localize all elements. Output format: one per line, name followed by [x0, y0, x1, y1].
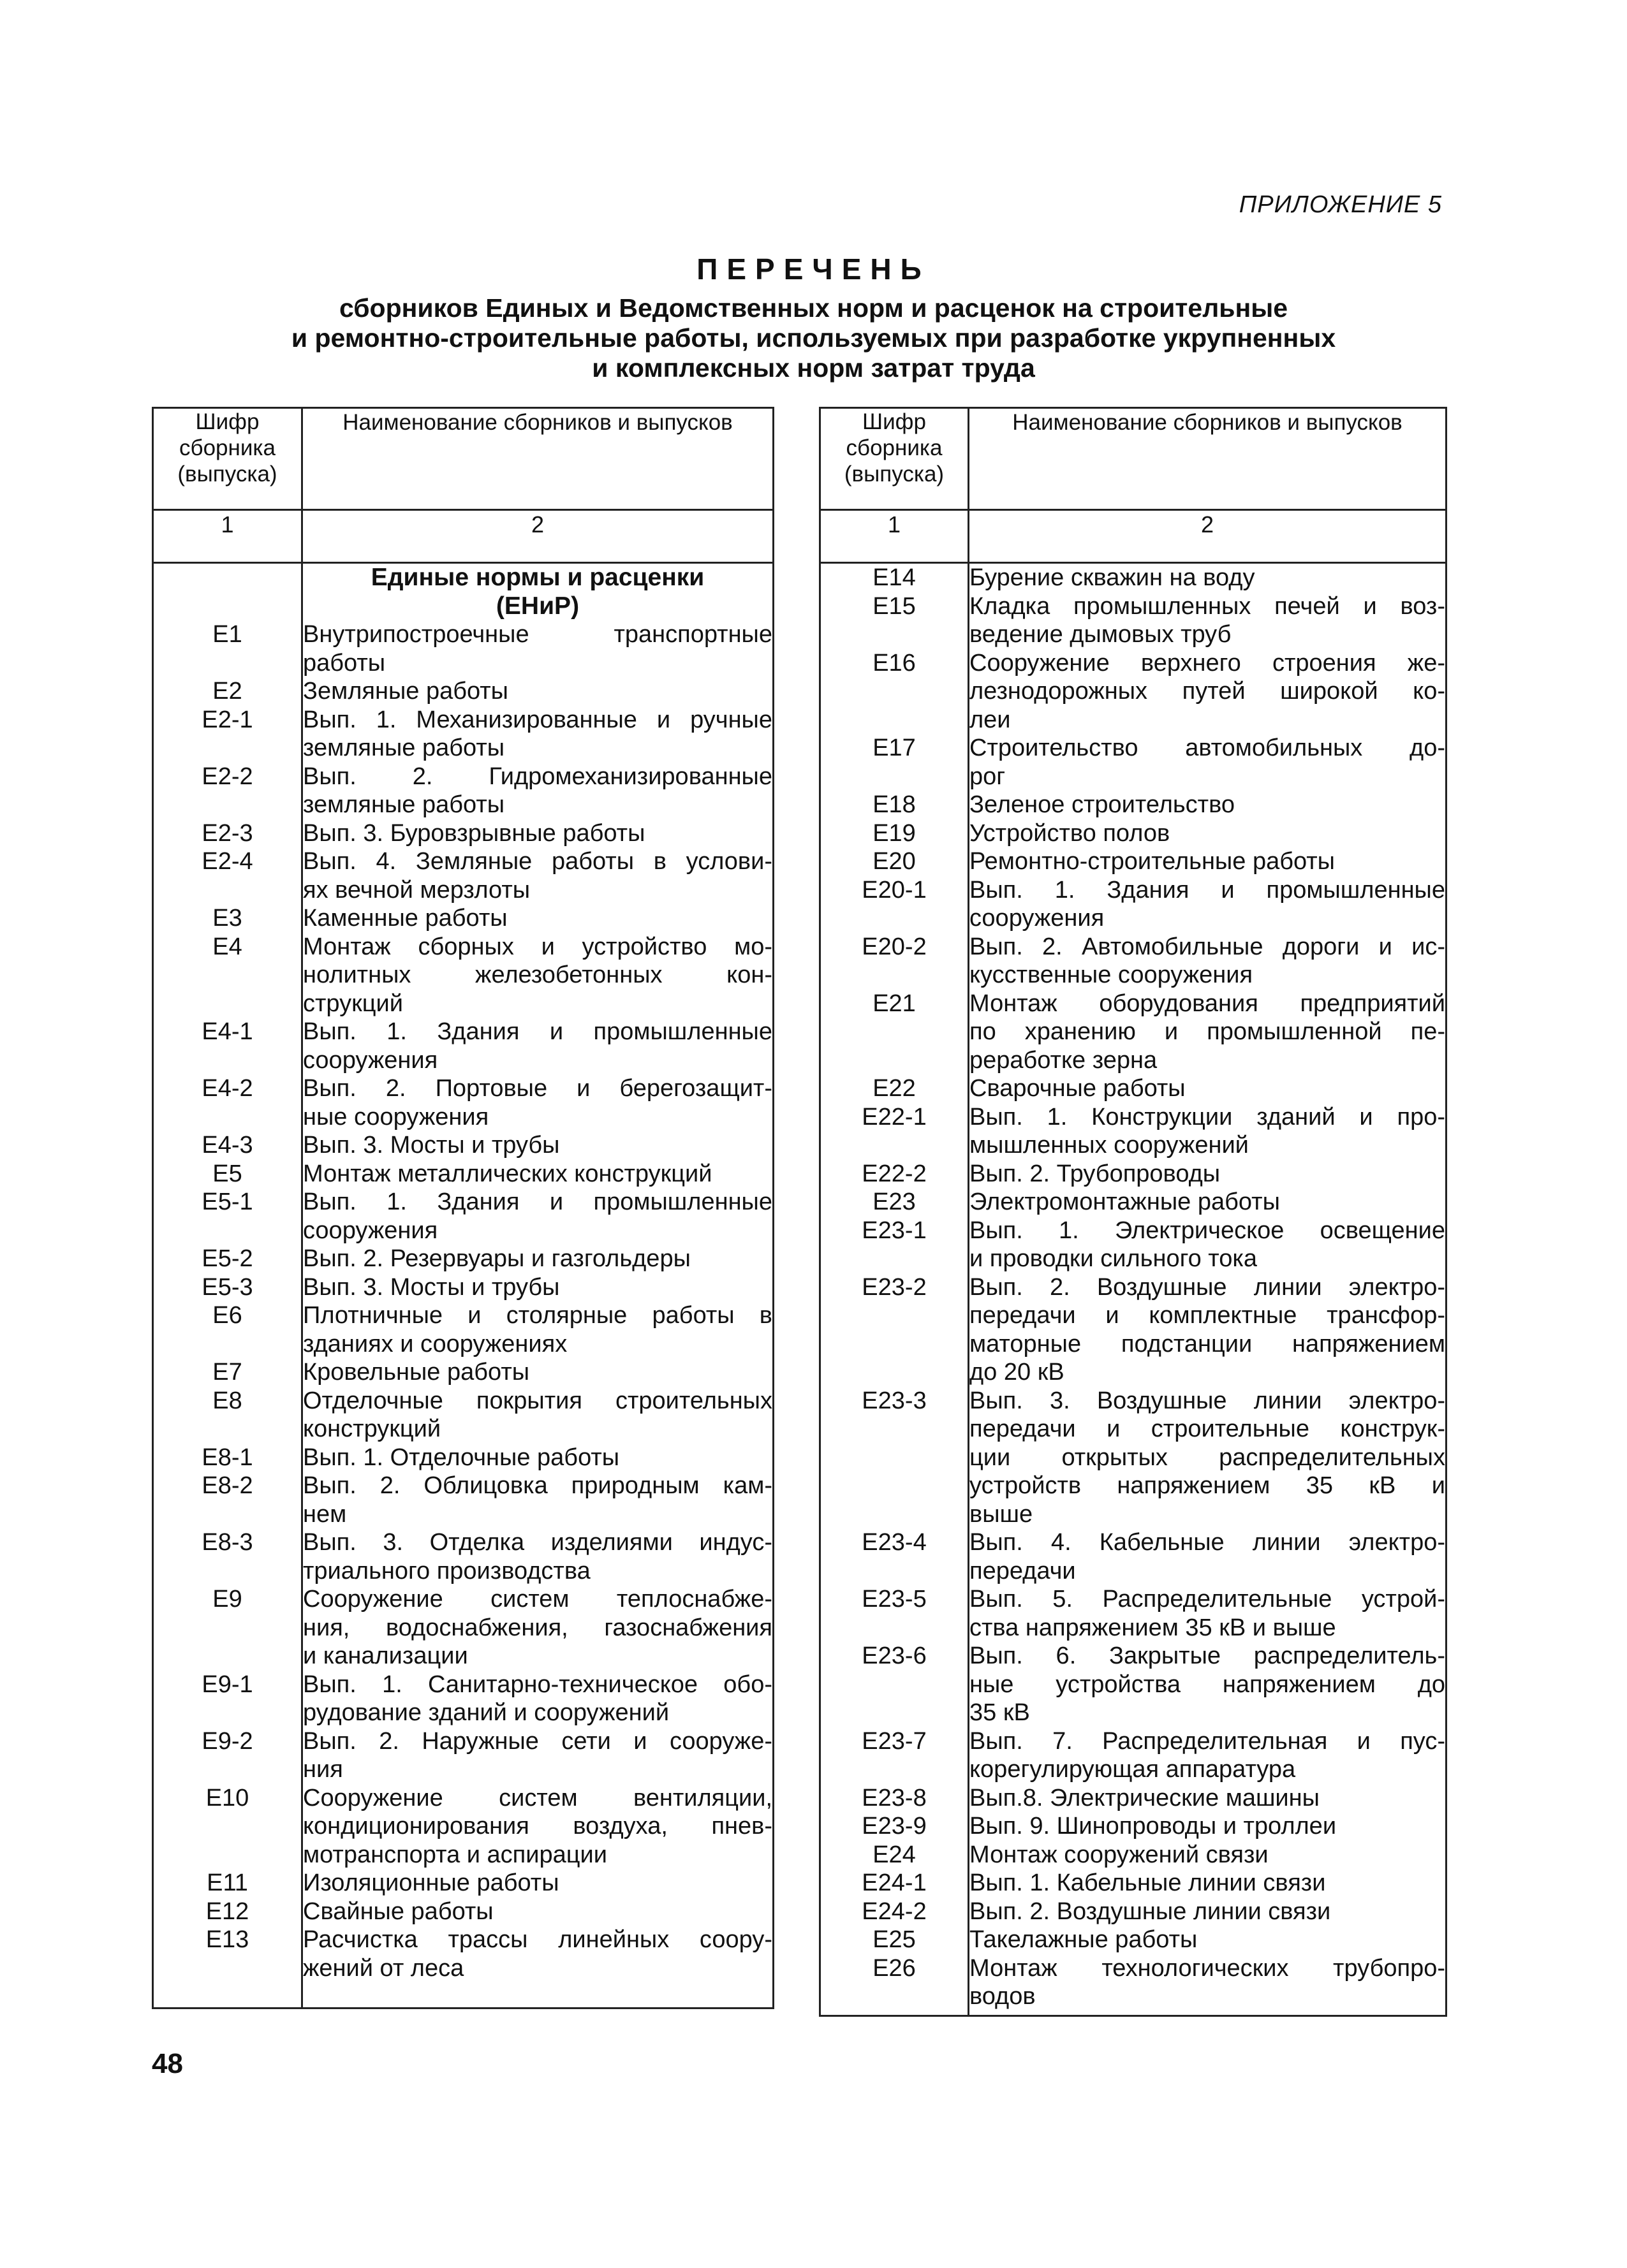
code-line: E24-2 — [862, 1898, 927, 1925]
code-line — [821, 1472, 968, 1500]
code-line: E22-1 — [862, 1103, 927, 1130]
header-code-cell — [820, 408, 969, 510]
name-line: Монтаж металлических конструкций — [303, 1160, 712, 1187]
code-line: E23-1 — [862, 1217, 927, 1244]
name-line: Монтаж технологических трубопро- — [969, 1954, 1445, 1982]
code-line: E6 — [212, 1302, 242, 1329]
name-line: Вып. 2. Портовые и берегозащит- — [303, 1075, 772, 1102]
name-line: жений от леса — [303, 1954, 464, 1982]
code-line: E5-1 — [202, 1189, 253, 1215]
name-line: сооружения — [969, 905, 1105, 932]
code-line: E12 — [205, 1898, 249, 1925]
table-body-row — [820, 563, 1447, 2016]
code-line — [154, 1841, 301, 1869]
name-line: передачи и строительные конструк- — [969, 1416, 1445, 1442]
code-line — [154, 1954, 301, 1983]
name-line: ния, водоснабжения, газоснабжения — [303, 1614, 772, 1641]
name-line: сооружения — [303, 1217, 438, 1244]
name-line: Изоляционные работы — [303, 1869, 559, 1896]
name-line: Устройство полов — [969, 819, 1170, 847]
name-line: маторные подстанции напряжением — [969, 1330, 1445, 1357]
code-line — [154, 1755, 301, 1784]
column-number-row — [820, 510, 1447, 563]
name-line: Монтаж оборудования предприятий — [969, 990, 1445, 1017]
code-line: E4-2 — [202, 1075, 253, 1102]
code-line: E2-2 — [202, 763, 253, 790]
name-line: Вып. 2. Гидромеханизированные — [303, 763, 772, 790]
code-line — [154, 961, 301, 990]
code-line — [821, 677, 968, 706]
header-code-line: Шифр — [195, 409, 260, 434]
name-line: Плотничные и столярные работы в — [303, 1302, 772, 1329]
name-line: сооружения — [303, 1046, 438, 1074]
code-line: E23 — [872, 1189, 916, 1215]
code-line: E13 — [205, 1926, 249, 1953]
code-line — [154, 1614, 301, 1642]
code-line: E10 — [205, 1784, 249, 1811]
name-line: ях вечной мерзлоты — [303, 876, 531, 904]
name-line: и канализации — [303, 1642, 468, 1669]
code-line: E4-3 — [202, 1132, 253, 1159]
code-line: E15 — [872, 592, 916, 620]
name-line: Кладка промышленных печей и воз- — [969, 592, 1445, 620]
header-code-line: сборника — [846, 435, 943, 460]
code-line: E2-1 — [202, 706, 253, 733]
code-line: E23-3 — [862, 1387, 927, 1414]
code-line: E26 — [872, 1954, 916, 1982]
name-line: ции открытых распределительных — [969, 1444, 1445, 1471]
name-line: выше — [969, 1500, 1033, 1528]
name-line: нолитных железобетонных кон- — [303, 962, 772, 988]
table-header-row — [153, 408, 774, 510]
code-line: E24-1 — [862, 1869, 927, 1896]
code-line: E18 — [872, 791, 916, 818]
code-line — [821, 1018, 968, 1046]
code-line — [821, 1245, 968, 1273]
name-line: Вып. 6. Закрытые распределитель- — [969, 1642, 1445, 1669]
name-line: струкций — [303, 990, 403, 1017]
code-line — [821, 1557, 968, 1586]
code-line: E24 — [872, 1841, 916, 1868]
name-column — [302, 563, 774, 2008]
name-line: Вып. 7. Распределительная и пус- — [969, 1727, 1445, 1755]
name-line: Вып. 1. Здания и промышленные — [303, 1018, 772, 1045]
name-line: передачи и комплектные трансфор- — [969, 1302, 1445, 1329]
code-line — [154, 592, 301, 621]
subtitle-line: и ремонтно-строительные работы, используемых при разработке укрупненных — [291, 323, 1336, 353]
name-line: до 20 кВ — [969, 1359, 1064, 1386]
name-line: Вып. 3. Мосты и трубы — [303, 1132, 560, 1159]
code-line — [821, 1330, 968, 1359]
code-line — [821, 1301, 968, 1330]
column-number-2: 2 — [302, 510, 774, 563]
name-line: Свайные работы — [303, 1898, 494, 1925]
code-line: E2-4 — [202, 848, 253, 875]
code-line: E25 — [872, 1926, 916, 1953]
name-line: зданиях и сооружениях — [303, 1330, 568, 1357]
code-line — [154, 1217, 301, 1245]
code-column — [820, 563, 969, 2016]
name-line: Внутрипостроечные транспортные — [303, 621, 772, 648]
name-line: Каменные работы — [303, 905, 508, 932]
code-line: E8-1 — [202, 1444, 253, 1471]
name-line: Вып. 2. Резервуары и газгольдеры — [303, 1245, 691, 1272]
section-heading-line: (ЕНиР) — [496, 592, 580, 620]
section-heading-line: Единые нормы и расценки — [371, 564, 705, 591]
name-line: Вып. 1. Здания и промышленные — [969, 876, 1445, 904]
name-line: земляные работы — [303, 735, 505, 761]
header-code-cell — [153, 408, 302, 510]
name-line: Вып. 1. Кабельные линии связи — [969, 1869, 1326, 1896]
subtitle-line: сборников Единых и Ведомственных норм и расценок на строительные — [339, 293, 1288, 323]
name-line: Вып. 2. Воздушные линии связи — [969, 1898, 1331, 1925]
appendix-label: ПРИЛОЖЕНИЕ 5 — [1239, 191, 1442, 218]
name-line: Строительство автомобильных до- — [969, 735, 1445, 761]
code-line — [821, 1982, 968, 2011]
name-line: лезнодорожных путей широкой ко- — [969, 678, 1445, 705]
name-line: Отделочные покрытия строительных — [303, 1387, 772, 1414]
code-line — [154, 564, 301, 592]
name-line: Вып. 2. Воздушные линии электро- — [969, 1273, 1445, 1301]
name-line: триального производства — [303, 1557, 591, 1584]
name-line: ные сооружения — [303, 1103, 489, 1130]
code-line — [154, 1642, 301, 1671]
name-line: Вып. 3. Буровзрывные работы — [303, 819, 645, 847]
code-line: E20-2 — [862, 933, 927, 960]
code-line: E23-8 — [862, 1784, 927, 1811]
code-line — [154, 734, 301, 763]
code-line — [154, 791, 301, 819]
header-code-line: Шифр — [862, 409, 926, 434]
name-line: Монтаж сборных и устройство мо- — [303, 933, 772, 960]
name-line: Вып. 4. Кабельные линии электро- — [969, 1529, 1445, 1556]
name-line: Сооружение систем вентиляции, — [303, 1784, 772, 1811]
code-line: E23-2 — [862, 1273, 927, 1301]
name-line: устройств напряжением 35 кВ и — [969, 1472, 1445, 1499]
name-line: передачи — [969, 1557, 1076, 1584]
code-line: E8-2 — [202, 1472, 253, 1499]
code-line — [821, 1699, 968, 1727]
name-line: Вып. 2. Наружные сети и сооруже- — [303, 1727, 772, 1755]
code-line: E4-1 — [202, 1018, 253, 1045]
document-title: ПЕРЕЧЕНЬ — [696, 252, 931, 286]
table-body-row — [153, 563, 774, 2008]
code-column — [153, 563, 302, 2008]
code-line — [821, 620, 968, 649]
name-line: земляные работы — [303, 791, 505, 818]
name-line: водов — [969, 1983, 1036, 2010]
name-line: Электромонтажные работы — [969, 1189, 1280, 1215]
name-line: Вып. 2. Автомобильные дороги и ис- — [969, 933, 1445, 960]
code-line: E8-3 — [202, 1529, 253, 1556]
code-line — [154, 1557, 301, 1586]
name-line: Вып. 3. Мосты и трубы — [303, 1273, 560, 1301]
name-line: реработке зерна — [969, 1046, 1158, 1074]
code-line — [821, 1046, 968, 1075]
code-line: E4 — [212, 933, 242, 960]
name-line: Вып. 1. Санитарно-техническое обо- — [303, 1671, 772, 1698]
code-line: E22-2 — [862, 1160, 927, 1187]
name-column — [969, 563, 1447, 2016]
code-line — [821, 1415, 968, 1444]
code-line — [821, 1131, 968, 1160]
name-line: конструкций — [303, 1416, 441, 1442]
name-line: ства напряжением 35 кВ и выше — [969, 1614, 1336, 1641]
code-line: E3 — [212, 905, 242, 932]
name-line: ния — [303, 1756, 343, 1783]
code-line — [154, 1103, 301, 1132]
code-line — [821, 763, 968, 791]
code-line — [154, 990, 301, 1018]
name-line: леи — [969, 706, 1011, 733]
name-line: Сооружение систем теплоснабже- — [303, 1586, 772, 1613]
column-number-2: 2 — [969, 510, 1447, 563]
code-line: E2-3 — [202, 819, 253, 847]
code-line: E16 — [872, 649, 916, 677]
name-line: нем — [303, 1500, 347, 1528]
name-line: Ремонтно-строительные работы — [969, 848, 1335, 875]
code-line: E14 — [872, 564, 916, 591]
code-line — [154, 1415, 301, 1444]
header-name-cell: Наименование сборников и выпусков — [302, 408, 774, 510]
name-line: мышленных сооружений — [969, 1132, 1249, 1159]
name-line: по хранению и промышленной пе- — [969, 1018, 1445, 1045]
name-line: Вып. 1. Здания и промышленные — [303, 1189, 772, 1215]
code-line: E2 — [212, 678, 242, 705]
code-line — [821, 961, 968, 990]
code-line — [154, 1500, 301, 1529]
name-line: Вып. 5. Распределительные устрой- — [969, 1586, 1445, 1613]
code-line — [821, 1614, 968, 1642]
code-line: E20 — [872, 848, 916, 875]
name-line: ные устройства напряжением до — [969, 1671, 1445, 1698]
code-line: E5-3 — [202, 1273, 253, 1301]
name-line: Вып. 1. Конструкции зданий и про- — [969, 1103, 1445, 1130]
code-line: E1 — [212, 621, 242, 648]
name-line: Вып. 1. Механизированные и ручные — [303, 706, 772, 733]
name-line: Зеленое строительство — [969, 791, 1235, 818]
name-line: Сооружение верхнего строения же- — [969, 649, 1445, 677]
header-name-cell: Наименование сборников и выпусков — [969, 408, 1447, 510]
header-code-line: сборника — [179, 435, 276, 460]
code-line: E9-1 — [202, 1671, 253, 1698]
name-line: ведение дымовых труб — [969, 621, 1232, 648]
code-line — [821, 1755, 968, 1784]
column-number-1: 1 — [820, 510, 969, 563]
name-line: кусственные сооружения — [969, 962, 1253, 988]
code-line: E21 — [872, 990, 916, 1017]
name-line: Кровельные работы — [303, 1359, 530, 1386]
name-line: рудование зданий и сооружений — [303, 1699, 670, 1726]
code-line: E5-2 — [202, 1245, 253, 1272]
page-number: 48 — [152, 2048, 183, 2079]
code-line — [154, 649, 301, 678]
code-line: E23-7 — [862, 1727, 927, 1755]
register-table-left — [152, 407, 774, 2009]
code-line: E5 — [212, 1160, 242, 1187]
code-line: E23-6 — [862, 1642, 927, 1669]
code-line — [154, 1699, 301, 1727]
subtitle-line: и комплексных норм затрат труда — [592, 353, 1035, 383]
name-line: Сварочные работы — [969, 1075, 1186, 1102]
name-line: корегулирующая аппаратура — [969, 1756, 1296, 1783]
code-line: E19 — [872, 819, 916, 847]
code-line — [154, 1046, 301, 1075]
name-line: 35 кВ — [969, 1699, 1030, 1726]
name-line: Вып. 3. Воздушные линии электро- — [969, 1387, 1445, 1414]
code-line — [154, 1812, 301, 1841]
name-line: кондиционирования воздуха, пнев- — [303, 1813, 772, 1840]
name-line: Монтаж сооружений связи — [969, 1841, 1269, 1868]
table-header-row — [820, 408, 1447, 510]
code-line — [821, 1500, 968, 1529]
name-line: Вып. 4. Земляные работы в услови- — [303, 848, 772, 875]
document-subtitle — [0, 293, 1627, 383]
name-line: и проводки сильного тока — [969, 1245, 1258, 1272]
code-line: E8 — [212, 1387, 242, 1414]
code-line — [154, 1330, 301, 1359]
name-line: Вып. 2. Облицовка природным кам- — [303, 1472, 772, 1499]
code-line — [821, 904, 968, 933]
code-line — [821, 1671, 968, 1699]
code-line — [154, 876, 301, 905]
name-line: Вып.8. Электрические машины — [969, 1784, 1320, 1811]
name-line: Вып. 1. Отделочные работы — [303, 1444, 620, 1471]
code-line — [821, 706, 968, 735]
header-code-line: (выпуска) — [844, 462, 945, 487]
name-line: Вып. 3. Отделка изделиями индус- — [303, 1529, 772, 1556]
register-table-right — [819, 407, 1447, 2017]
header-code-line: (выпуска) — [177, 462, 277, 487]
name-line: рог — [969, 763, 1006, 790]
column-number-row — [153, 510, 774, 563]
name-line: Расчистка трассы линейных соору- — [303, 1926, 772, 1953]
code-line: E9 — [212, 1586, 242, 1613]
code-line: E23-4 — [862, 1529, 927, 1556]
code-line — [821, 1444, 968, 1472]
code-line: E7 — [212, 1359, 242, 1386]
code-line — [821, 1358, 968, 1387]
name-line: мотранспорта и аспирации — [303, 1841, 607, 1868]
code-line: E20-1 — [862, 876, 927, 904]
code-line: E23-5 — [862, 1586, 927, 1613]
code-line: E17 — [872, 735, 916, 761]
name-line: Вып. 2. Трубопроводы — [969, 1160, 1221, 1187]
code-line: E23-9 — [862, 1813, 927, 1840]
code-line: E9-2 — [202, 1727, 253, 1755]
name-line: Вып. 9. Шинопроводы и троллеи — [969, 1813, 1337, 1840]
code-line: E11 — [207, 1869, 248, 1896]
name-line: Такелажные работы — [969, 1926, 1198, 1953]
column-number-1: 1 — [153, 510, 302, 563]
name-line: Вып. 1. Электрическое освещение — [969, 1217, 1445, 1244]
name-line: Земляные работы — [303, 678, 508, 705]
name-line: Бурение скважин на воду — [969, 564, 1255, 591]
code-line: E22 — [872, 1075, 916, 1102]
name-line: работы — [303, 649, 386, 677]
